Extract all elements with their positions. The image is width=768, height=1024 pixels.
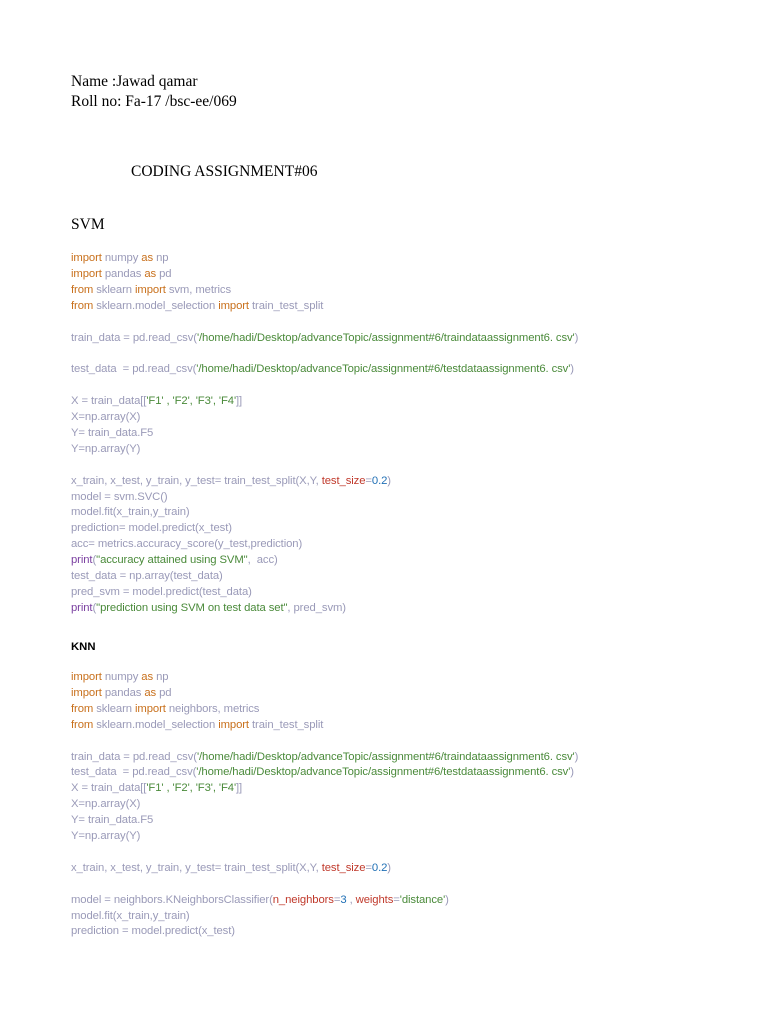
code-token: Y= train_data.F5 [71, 814, 154, 827]
code-token: X=np.array(X) [71, 798, 141, 811]
code-line [71, 284, 231, 296]
code-token: model = neighbors.KNeighborsClassifier( [71, 893, 273, 906]
code-token: = [333, 893, 341, 906]
code-line [71, 570, 223, 582]
code-token: ) [445, 893, 449, 906]
code-token: import [135, 283, 166, 296]
code-token: ) [570, 766, 574, 779]
student-name: Name :Jawad qamar [71, 73, 198, 90]
code-token: ) [387, 861, 391, 874]
code-token: pandas [101, 267, 145, 280]
code-token: X = train_data[[ [71, 782, 147, 795]
code-token: np [153, 252, 169, 264]
code-token: test_size [321, 861, 366, 874]
code-token: 'distance' [399, 893, 446, 906]
code-token: , pred_svm) [287, 601, 346, 614]
code-token: as [141, 252, 154, 264]
code-line [71, 925, 235, 937]
code-line [71, 411, 140, 423]
code-line [71, 554, 278, 566]
code-token: train_data = pd.read_csv( [71, 750, 197, 763]
code-token: pandas [101, 686, 145, 699]
knn-heading: KNN [71, 641, 96, 653]
code-token: X = train_data[[ [71, 395, 147, 408]
code-token: "prediction using SVM on test data set" [96, 601, 288, 614]
svm-heading: SVM [71, 216, 105, 233]
code-line [71, 300, 323, 312]
code-token: n_neighbors [272, 893, 334, 906]
code-token: print [71, 601, 93, 614]
code-token: numpy [101, 252, 142, 264]
code-token: neighbors, metrics [165, 702, 260, 715]
code-line [71, 491, 168, 503]
code-token: print [71, 554, 93, 567]
code-line [71, 522, 232, 534]
roll-number: Roll no: Fa-17 /bsc-ee/069 [71, 93, 237, 110]
code-token: import [135, 702, 166, 715]
code-token: test_data = pd.read_csv( [71, 766, 197, 779]
code-token: = [365, 474, 372, 487]
code-token: ) [387, 474, 391, 487]
code-token: train_data = pd.read_csv( [71, 331, 197, 344]
code-line [71, 719, 323, 731]
code-token: sklearn.model_selection [93, 299, 219, 312]
code-token: sklearn [93, 283, 135, 296]
code-token: Y= train_data.F5 [71, 426, 154, 439]
code-token: '/home/hadi/Desktop/advanceTopic/assignment#6/traindataassignment6. csv' [196, 750, 575, 763]
code-token: ) [570, 363, 574, 376]
code-token: = [393, 893, 400, 906]
code-token: train_test_split [248, 718, 324, 731]
code-line [71, 894, 449, 906]
code-token: pd [156, 267, 172, 280]
code-line [71, 443, 140, 455]
code-token: import [218, 299, 249, 312]
code-line [71, 798, 140, 810]
code-token: import [71, 686, 102, 699]
code-token: test_size [321, 474, 366, 487]
code-token: test_data = pd.read_csv( [71, 363, 197, 376]
code-token: pred_svm = model.predict(test_data) [71, 585, 252, 598]
code-token: Y=np.array(Y) [71, 830, 141, 842]
code-line [71, 506, 190, 518]
code-token: ) [574, 331, 579, 344]
code-token: x_train, x_test, y_train, y_test= train_test_split(X,Y, [71, 474, 322, 487]
code-token: ]] [236, 782, 243, 795]
code-token: sklearn [93, 702, 135, 715]
code-token: as [144, 686, 157, 699]
code-token: import [71, 267, 102, 280]
code-token: 0.2 [371, 861, 388, 874]
code-line [71, 687, 171, 699]
code-line [71, 910, 190, 922]
code-token: prediction = model.predict(x_test) [71, 925, 235, 938]
code-token: prediction= model.predict(x_test) [71, 522, 232, 535]
code-token: train_test_split [248, 299, 324, 312]
code-token: sklearn.model_selection [93, 718, 219, 731]
code-token: acc= metrics.accuracy_score(y_test,prediction) [71, 538, 303, 551]
code-token: 0.2 [371, 474, 388, 487]
code-token: x_train, x_test, y_train, y_test= train_test_split(X,Y, [71, 861, 322, 874]
code-token: from [71, 299, 94, 312]
code-token: 'F1' , 'F2', 'F3', 'F4' [146, 395, 237, 408]
code-token: model.fit(x_train,y_train) [71, 506, 190, 519]
code-line [71, 252, 168, 264]
code-token: numpy [101, 671, 142, 683]
code-token: 3 [340, 893, 347, 906]
code-line [71, 814, 153, 826]
assignment-title: CODING ASSIGNMENT#06 [131, 163, 318, 180]
code-token: '/home/hadi/Desktop/advanceTopic/assignment#6/testdataassignment6. csv' [196, 766, 571, 779]
code-line [71, 538, 302, 550]
code-token: model.fit(x_train,y_train) [71, 909, 190, 922]
code-token: from [71, 283, 94, 296]
code-token: ]] [236, 395, 243, 408]
code-token: import [218, 718, 249, 731]
code-token: = [365, 861, 372, 874]
code-token: ( [92, 601, 97, 614]
code-line [71, 475, 391, 487]
code-token: model = svm.SVC() [71, 490, 168, 503]
code-token: , acc) [247, 554, 278, 567]
code-line [71, 671, 168, 683]
code-token: '/home/hadi/Desktop/advanceTopic/assignment#6/traindataassignment6. csv' [196, 331, 575, 344]
code-token: import [71, 671, 102, 683]
code-token: weights [355, 893, 394, 906]
code-line [71, 427, 153, 439]
code-token: np [153, 671, 169, 683]
code-line [71, 395, 242, 407]
code-token: X=np.array(X) [71, 411, 141, 423]
code-line [71, 586, 252, 598]
code-token: test_data = np.array(test_data) [71, 570, 223, 582]
code-token: pd [156, 686, 172, 699]
code-token: , [346, 893, 356, 906]
code-token: 'F1' , 'F2', 'F3', 'F4' [146, 782, 237, 795]
code-token: as [144, 267, 157, 280]
code-line [71, 363, 574, 375]
code-token: import [71, 252, 102, 264]
code-line [71, 602, 346, 614]
code-token: from [71, 718, 94, 731]
code-token: "accuracy attained using SVM" [96, 554, 248, 567]
code-line [71, 703, 259, 715]
code-line [71, 782, 242, 794]
code-line [71, 862, 391, 874]
code-token: from [71, 702, 94, 715]
code-token: ) [574, 750, 579, 763]
code-token: as [141, 671, 154, 683]
code-line [71, 830, 140, 842]
code-line [71, 751, 578, 763]
code-token: '/home/hadi/Desktop/advanceTopic/assignment#6/testdataassignment6. csv' [196, 363, 571, 376]
code-line [71, 766, 574, 778]
code-line [71, 332, 578, 344]
code-token: Y=np.array(Y) [71, 442, 141, 455]
code-line [71, 268, 171, 280]
code-token: ( [92, 554, 97, 567]
code-token: svm, metrics [165, 283, 232, 296]
